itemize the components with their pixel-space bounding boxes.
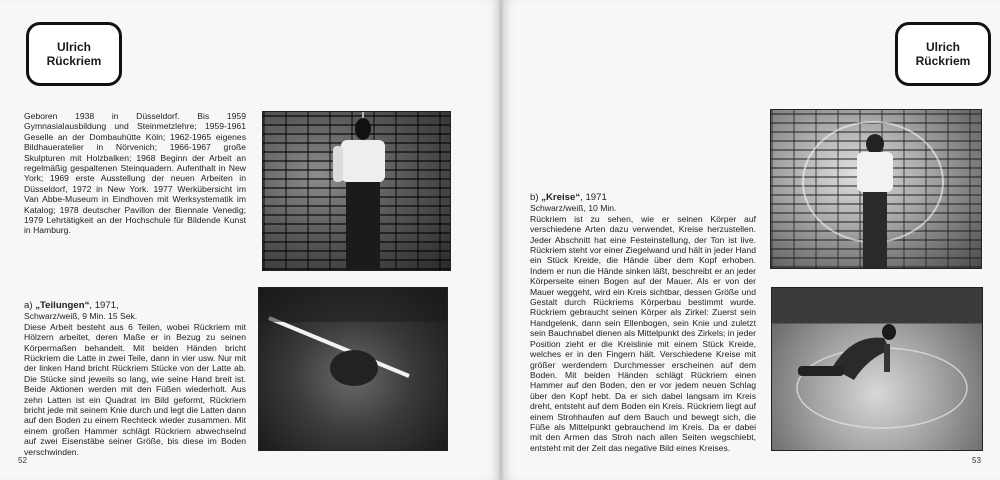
- page-number-right: 53: [972, 456, 981, 465]
- work-a-block: [24, 300, 246, 457]
- work-a-format: Schwarz/weiß, 9 Min. 15 Sek.: [24, 311, 138, 322]
- video-still-chalk-circle-wall: [770, 109, 982, 269]
- artist-last-name: Rückriem: [915, 54, 971, 68]
- work-b-title: „Kreise“: [541, 192, 581, 203]
- work-a-title: „Teilungen“: [35, 300, 90, 311]
- video-still-breaking-latte: [258, 287, 448, 451]
- artist-first-name: Ulrich: [56, 40, 91, 54]
- page-number-left: 52: [18, 456, 27, 465]
- work-a-heading: a) „Teilungen“, 1971,: [24, 300, 119, 311]
- artist-last-name: Rückriem: [46, 54, 102, 68]
- video-still-brick-wall: [262, 111, 451, 271]
- tv-title-box-right: [895, 22, 991, 86]
- artist-biography: [24, 111, 246, 236]
- tv-title-box-left: [26, 22, 122, 86]
- biography-text: Geboren 1938 in Düsseldorf. Bis 1959 Gymnasialausbildung und Steinmetzlehre; 1959-1961 Geselle an der Dombauhütte Köln; 1962-1965 eigenes Bildhaueratelier in Nörvenich; 1966-1967 große Skulpturen mit Holzbalken; 1968 Beginn der Arbeit an regelmäßig gespaltenen Steinquadern. Aufenthalt in New York; 1969 erste Ausstellung der neuen Arbeiten in Düsseldorf, 1972 in New York. 1977 Werkübersicht im Van Abbe-Museum in Eindhoven mit Werksystematik im Katalog; 1978 deutscher Pavillon der Biennale Venedig; 1979 Lehrtätigkeit an der Hochschule für Bildende Kunst in Hamburg.: [24, 111, 246, 236]
- latte-illustration: [259, 288, 447, 450]
- right-page: [503, 0, 1000, 480]
- figure-illustration: [771, 110, 981, 268]
- work-b-heading: b) „Kreise“, 1971: [530, 192, 607, 203]
- work-b-format: Schwarz/weiß, 10 Min.: [530, 203, 617, 214]
- work-b-description: Rückriem ist zu sehen, wie er seinen Körper auf verschiedene Arten dazu verwendet, Kreise herzustellen. Jeder Abschnitt hat eine Festeinstellung, der Ton ist live. Rückriem steht vor einer Ziegelwand und hält in jeder Hand ein Stück Kreide, die Hände über dem Kopf erhoben. Indem er nun die Hände sinken läßt, beschreibt er an jeder Körperseite einen Bogen auf der Mauer. Als er von der Mauer weggeht, wird ein Kreis sichtbar, dessen Größe und Gestalt durch Rückriems Körperbau bestimmt wurde. Rückriem gebraucht seinen Körper als Zirkel: Zuerst sein Handgelenk, dann sein Ellenbogen, sein Knie und zuletzt sein Bauchnabel dienen als Mittelpunkt des Zirkels; in jeder Position zieht er die Kreislinie mit einem Stück Kreide, welches er in den Fingern hält. Verschiedene Kreise mit größer werdendem Durchmesser erscheinen auf dem Boden. Mit beiden Händen schlägt Rückriem einen Hammer auf den Boden, den er vor jedem neuen Schlag über den Kopf hebt. Da er sich dabei langsam im Kreis dreht, entsteht auf dem Boden ein Kreis. Rückriem liegt auf einem Strohhaufen auf dem Bauch und bewegt sich, die Füße als Mittelpunkt gebrauchend im Kreis. Da er dabei mit den Armen das Stroh nach allen Seiten wegschiebt, entsteht mit der Zeit das negative Bild eines Kreises.: [530, 213, 756, 453]
- work-b-block: [530, 192, 756, 453]
- artist-first-name: Ulrich: [925, 40, 960, 54]
- work-a-description: Diese Arbeit besteht aus 6 Teilen, wobei Rückriem mit Hölzern arbeitet, deren Maße er in Bezug zu seinen Körpermaßen behandelt. Mit beiden Händen bricht Rückriem die Latte in zwei Teile, dann in vier usw. Nur mit der linken Hand bricht Rückriem Stücke von der Latte ab. Die Stücke sind jeweils so lang, wie seine Hand breit ist. Beide Aktionen werden mit den Füßen wiederholt. Aus zehn Latten ist ein Quadrat im Bild geformt, Rückriem bricht jede mit seinem Knie durch und legt die Latten dann auf den Boden zu einem Rechteck wieder zusammen. Mit einem großen Hammer schlägt Rückriem abwechselnd auf zwei Eisenstäbe seiner Größe, bis diese im Boden verschwinden.: [24, 321, 246, 457]
- video-still-floor-circle: [771, 287, 983, 451]
- figure-illustration: [263, 112, 450, 270]
- kneeling-figure-illustration: [772, 288, 982, 450]
- left-page: [0, 0, 499, 480]
